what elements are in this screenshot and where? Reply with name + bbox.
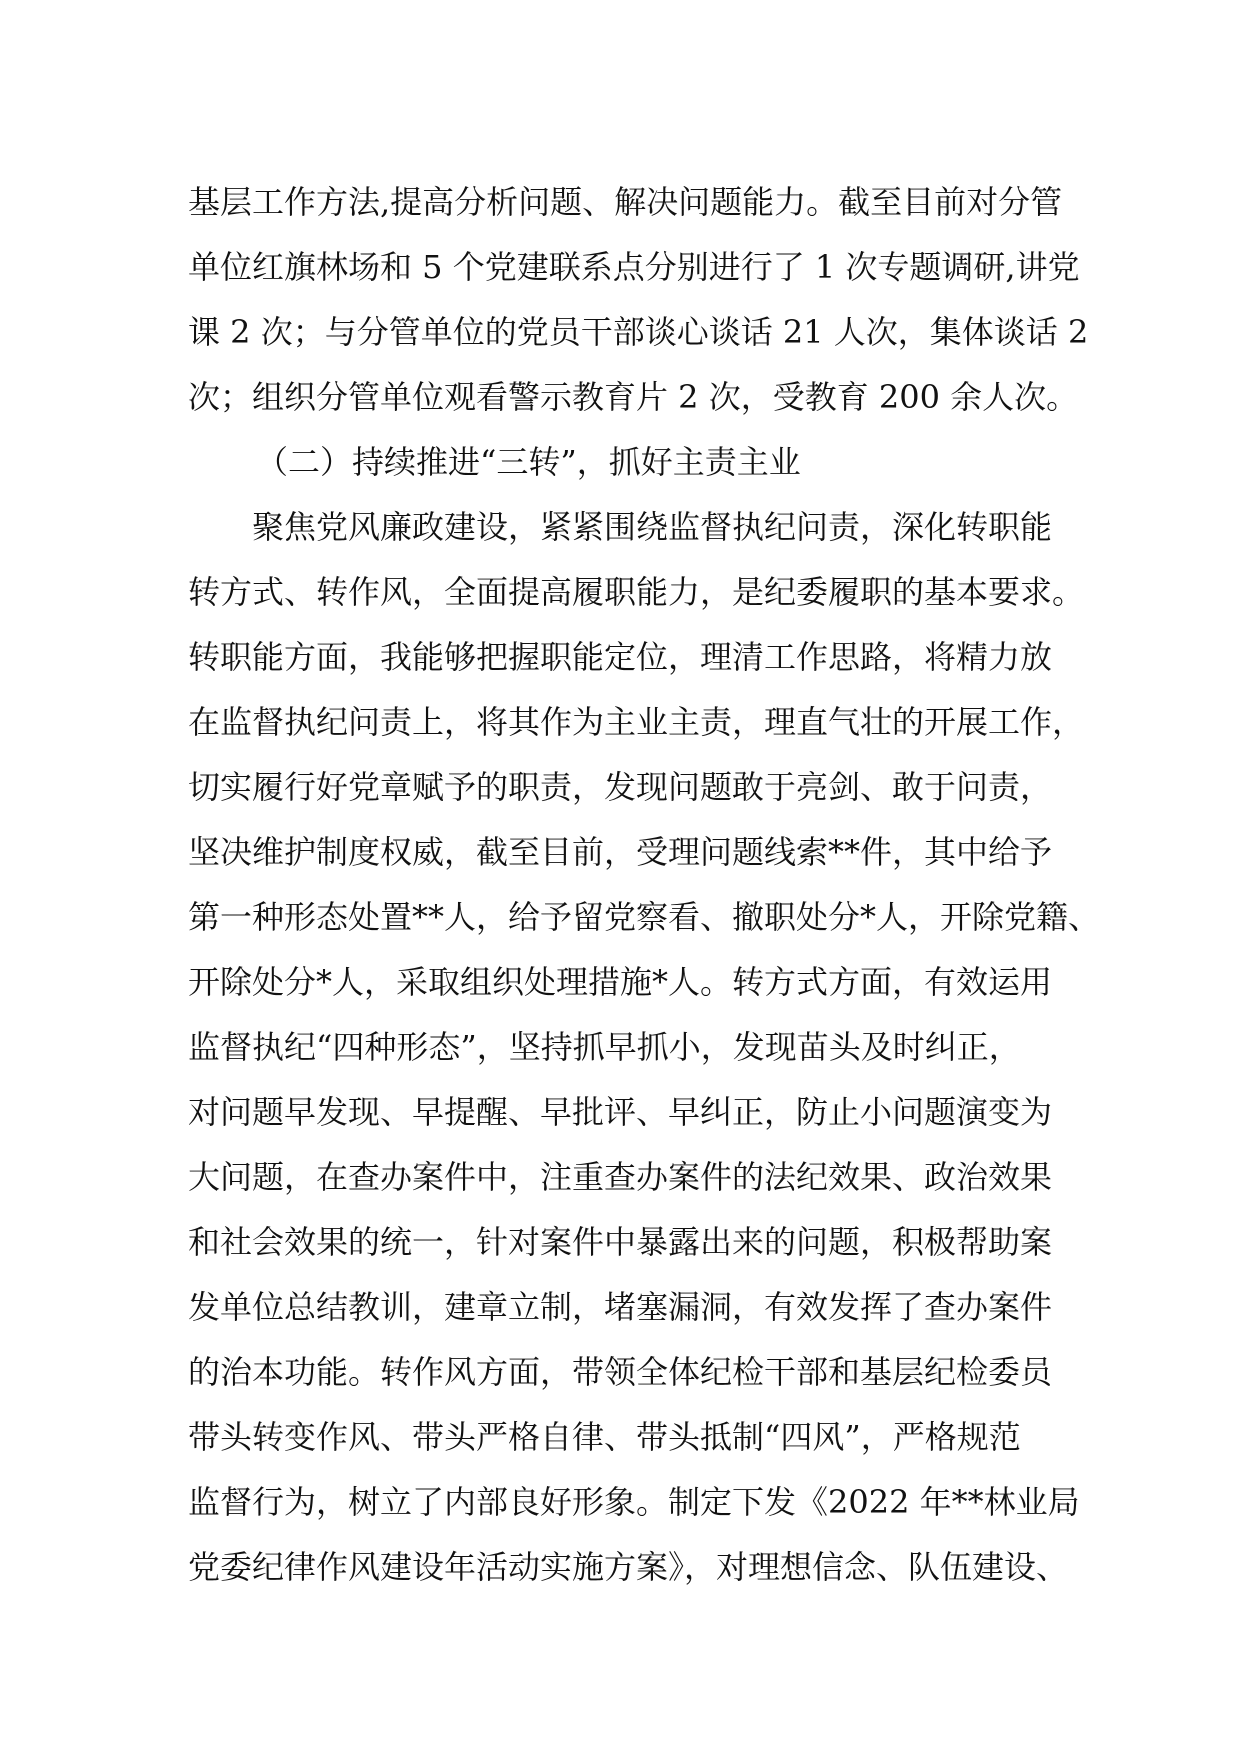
body-line: 单位红旗林场和 5 个党建联系点分别进行了 1 次专题调研,讲党 [188,248,1080,286]
body-line: 转职能方面，我能够把握职能定位，理清工作思路，将精力放 [188,638,1053,676]
body-line: 开除处分*人，采取组织处理措施*人。转方式方面，有效运用 [188,963,1053,1001]
body-line: 坚决维护制度权威，截至目前，受理问题线索**件，其中给予 [188,833,1053,871]
body-line: 大问题，在查办案件中，注重查办案件的法纪效果、政治效果 [188,1158,1053,1196]
section-heading: （二）持续推进“三转”，抓好主责主业 [256,443,801,481]
body-line: 的治本功能。转作风方面，带领全体纪检干部和基层纪检委员 [188,1353,1053,1391]
body-line: 第一种形态处置**人，给予留党察看、撤职处分*人，开除党籍、 [188,898,1101,936]
body-line: 切实履行好党章赋予的职责，发现问题敢于亮剑、敢于问责， [188,768,1053,806]
body-line: 在监督执纪问责上，将其作为主业主责，理直气壮的开展工作， [188,703,1085,741]
body-line: 次；组织分管单位观看警示教育片 2 次，受教育 200 余人次。 [188,378,1079,416]
body-line: 课 2 次；与分管单位的党员干部谈心谈话 21 人次，集体谈话 2 [188,313,1089,351]
body-line: 转方式、转作风，全面提高履职能力，是纪委履职的基本要求。 [188,573,1085,611]
body-line: 对问题早发现、早提醒、早批评、早纠正，防止小问题演变为 [188,1093,1053,1131]
body-line: 发单位总结教训，建章立制，堵塞漏洞，有效发挥了查办案件 [188,1288,1053,1326]
body-line: 党委纪律作风建设年活动实施方案》，对理想信念、队伍建设、 [188,1548,1069,1586]
body-line: 带头转变作风、带头严格自律、带头抵制“四风”，严格规范 [188,1418,1021,1456]
body-line: 和社会效果的统一，针对案件中暴露出来的问题，积极帮助案 [188,1223,1053,1261]
paragraph-first-line: 聚焦党风廉政建设，紧紧围绕监督执纪问责，深化转职能 [252,508,1053,546]
body-line: 监督执纪“四种形态”，坚持抓早抓小，发现苗头及时纠正， [188,1028,1021,1066]
document-body [188,170,1101,1600]
body-line: 监督行为，树立了内部良好形象。制定下发《2022 年**林业局 [188,1483,1080,1521]
body-line: 基层工作方法,提高分析问题、解决问题能力。截至目前对分管 [188,183,1063,221]
